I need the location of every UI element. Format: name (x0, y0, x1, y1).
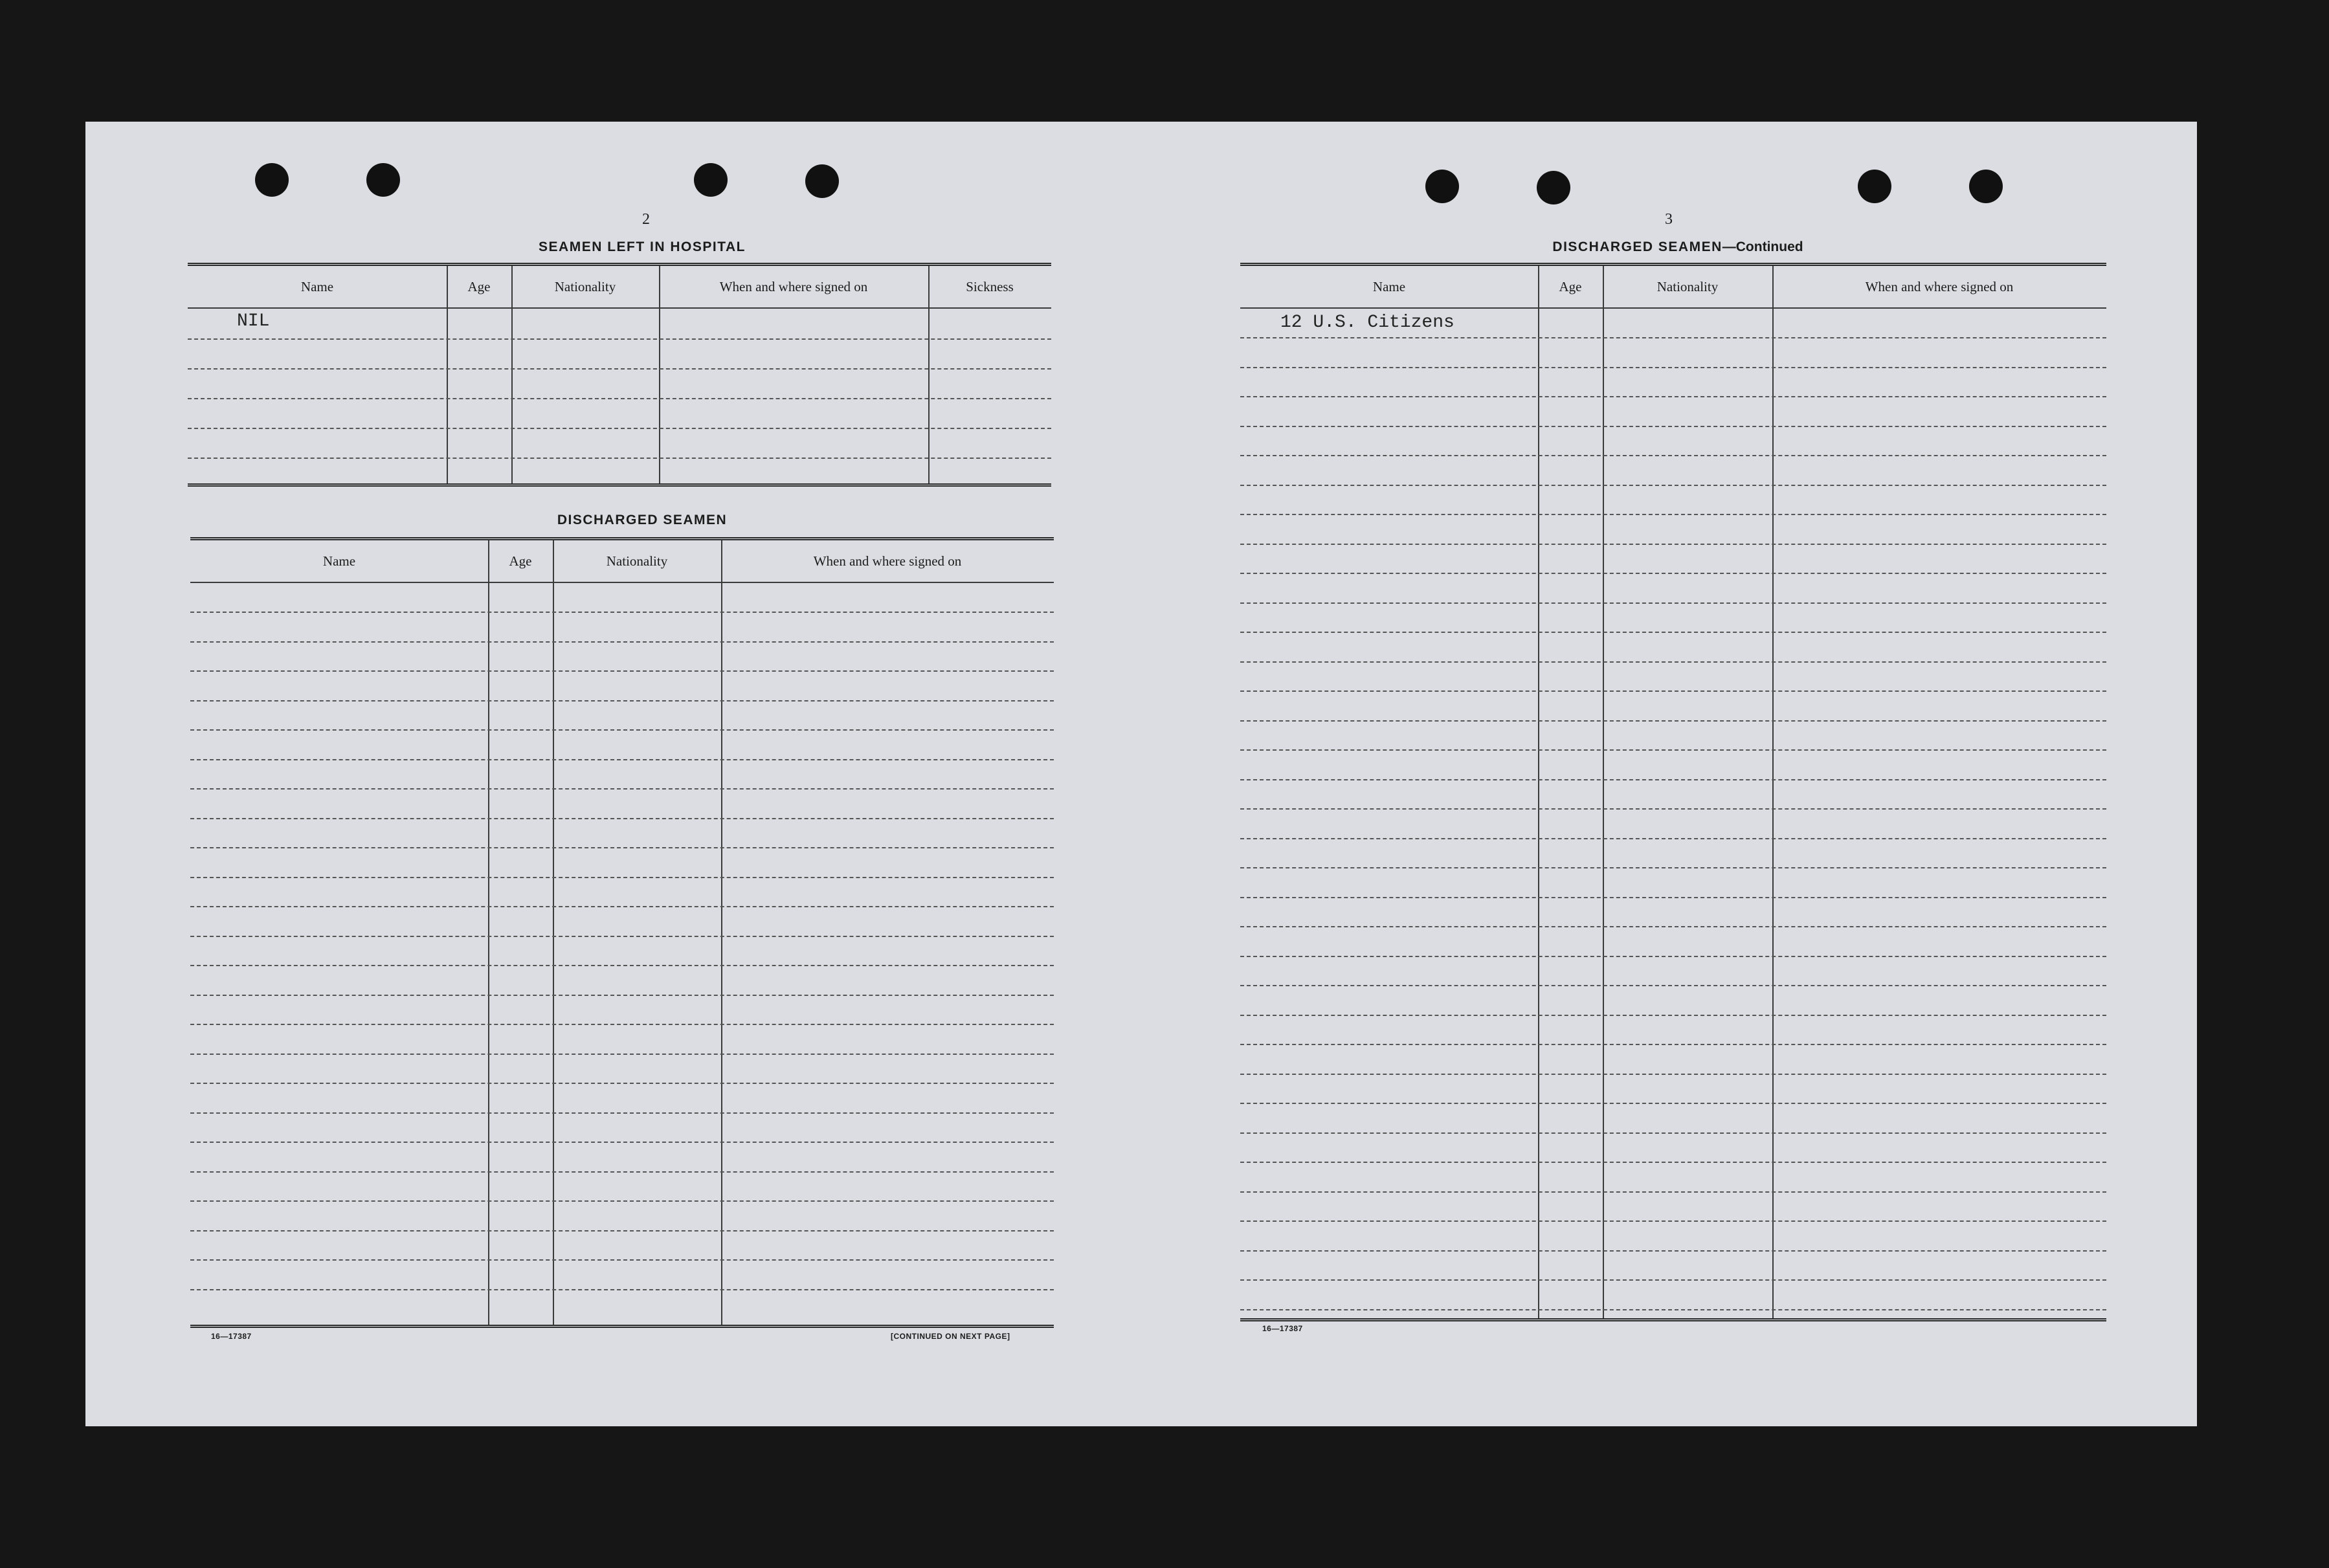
form-sheet (85, 122, 2197, 1426)
form-number-left: 16—17387 (211, 1332, 252, 1341)
ruled-line (1240, 367, 2106, 368)
page-number-left: 2 (642, 211, 650, 228)
ruled-line (190, 1200, 1054, 1202)
col-header-nationality: Nationality (606, 553, 668, 569)
punch-hole (694, 163, 728, 197)
ruled-line (1240, 1103, 2106, 1104)
ruled-line (1240, 1220, 2106, 1222)
page-number-right: 3 (1665, 211, 1673, 228)
ruled-line (1240, 544, 2106, 545)
ruled-line (1240, 1279, 2106, 1281)
continued-note: [CONTINUED ON NEXT PAGE] (891, 1332, 1010, 1341)
ruled-line (1240, 455, 2106, 456)
punch-hole (1425, 170, 1459, 203)
ruled-line (1240, 514, 2106, 515)
ruled-line (190, 670, 1054, 672)
ruled-line (190, 847, 1054, 848)
ruled-line (190, 1289, 1054, 1290)
discharged-table (190, 537, 1054, 1328)
col-header-signed-on: When and where signed on (1865, 279, 2014, 294)
ruled-line (190, 788, 1054, 790)
punch-hole (1537, 171, 1570, 204)
ruled-line (1240, 956, 2106, 957)
ruled-line (190, 965, 1054, 966)
ruled-line (1240, 426, 2106, 427)
col-header-signed-on: When and where signed on (813, 553, 962, 569)
ruled-line (1240, 720, 2106, 722)
ruled-line (190, 1230, 1054, 1231)
ruled-line (1240, 926, 2106, 927)
ruled-line (1240, 1191, 2106, 1193)
ruled-line (1240, 779, 2106, 780)
ruled-line (1240, 1162, 2106, 1163)
ruled-line (190, 906, 1054, 907)
ruled-line (1240, 661, 2106, 663)
ruled-line (190, 1142, 1054, 1143)
ruled-line (190, 700, 1054, 701)
ruled-line (1240, 867, 2106, 868)
ruled-line (1240, 396, 2106, 397)
col-header-age: Age (1559, 279, 1582, 294)
ruled-line (190, 995, 1054, 996)
ruled-line (190, 936, 1054, 937)
ruled-line (190, 612, 1054, 613)
punch-hole (366, 163, 400, 197)
col-header-name: Name (300, 279, 334, 294)
punch-hole (1969, 170, 2003, 203)
ruled-line (1240, 897, 2106, 898)
col-header-age: Age (509, 553, 532, 569)
discharged-continued-title (1471, 239, 1885, 255)
ruled-line (1240, 1015, 2106, 1016)
discharged-continued-suffix: —Continued (1722, 239, 1803, 254)
ruled-line (1240, 337, 2106, 338)
col-header-nationality: Nationality (554, 279, 616, 294)
ruled-line (1240, 1309, 2106, 1310)
ruled-line (190, 1083, 1054, 1084)
punch-hole (1858, 170, 1891, 203)
ruled-line (1240, 985, 2106, 986)
ruled-line (1240, 1132, 2106, 1134)
ruled-line (1240, 1074, 2106, 1075)
col-header-nationality: Nationality (1656, 279, 1719, 294)
ruled-line (190, 1024, 1054, 1025)
ruled-line (1240, 690, 2106, 692)
ruled-line (1240, 632, 2106, 633)
ruled-line (1240, 573, 2106, 574)
ruled-line (190, 1171, 1054, 1173)
col-header-name: Name (1372, 279, 1406, 294)
ruled-line (190, 1054, 1054, 1055)
discharged-continued-table (1240, 263, 2106, 1321)
ruled-line (190, 759, 1054, 760)
ruled-line (190, 641, 1054, 643)
hospital-section-title: SEAMEN LEFT IN HOSPITAL (539, 239, 746, 254)
ruled-line (1240, 838, 2106, 839)
col-header-signed-on: When and where signed on (719, 279, 868, 294)
col-header-name: Name (322, 553, 356, 569)
ruled-line (1240, 1044, 2106, 1045)
ruled-line (190, 818, 1054, 819)
col-header-sickness: Sickness (966, 279, 1014, 294)
punch-hole (255, 163, 289, 197)
ruled-line (190, 1259, 1054, 1261)
ruled-line (190, 729, 1054, 731)
punch-hole (805, 164, 839, 198)
form-number-right: 16—17387 (1262, 1324, 1303, 1333)
discharged-entry-citizens: 12 U.S. Citizens (1280, 313, 1454, 333)
ruled-line (1240, 749, 2106, 751)
discharged-section-title: DISCHARGED SEAMEN (557, 513, 728, 527)
ruled-line (1240, 1250, 2106, 1252)
ruled-line (1240, 485, 2106, 486)
ruled-line (1240, 808, 2106, 810)
discharged-continued-main: DISCHARGED SEAMEN (1552, 239, 1722, 254)
col-header-age: Age (467, 279, 491, 294)
ruled-line (190, 1112, 1054, 1114)
ruled-line (1240, 602, 2106, 604)
hospital-table (188, 263, 1051, 487)
ruled-line (190, 877, 1054, 878)
hospital-entry-nil: NIL (237, 311, 270, 331)
